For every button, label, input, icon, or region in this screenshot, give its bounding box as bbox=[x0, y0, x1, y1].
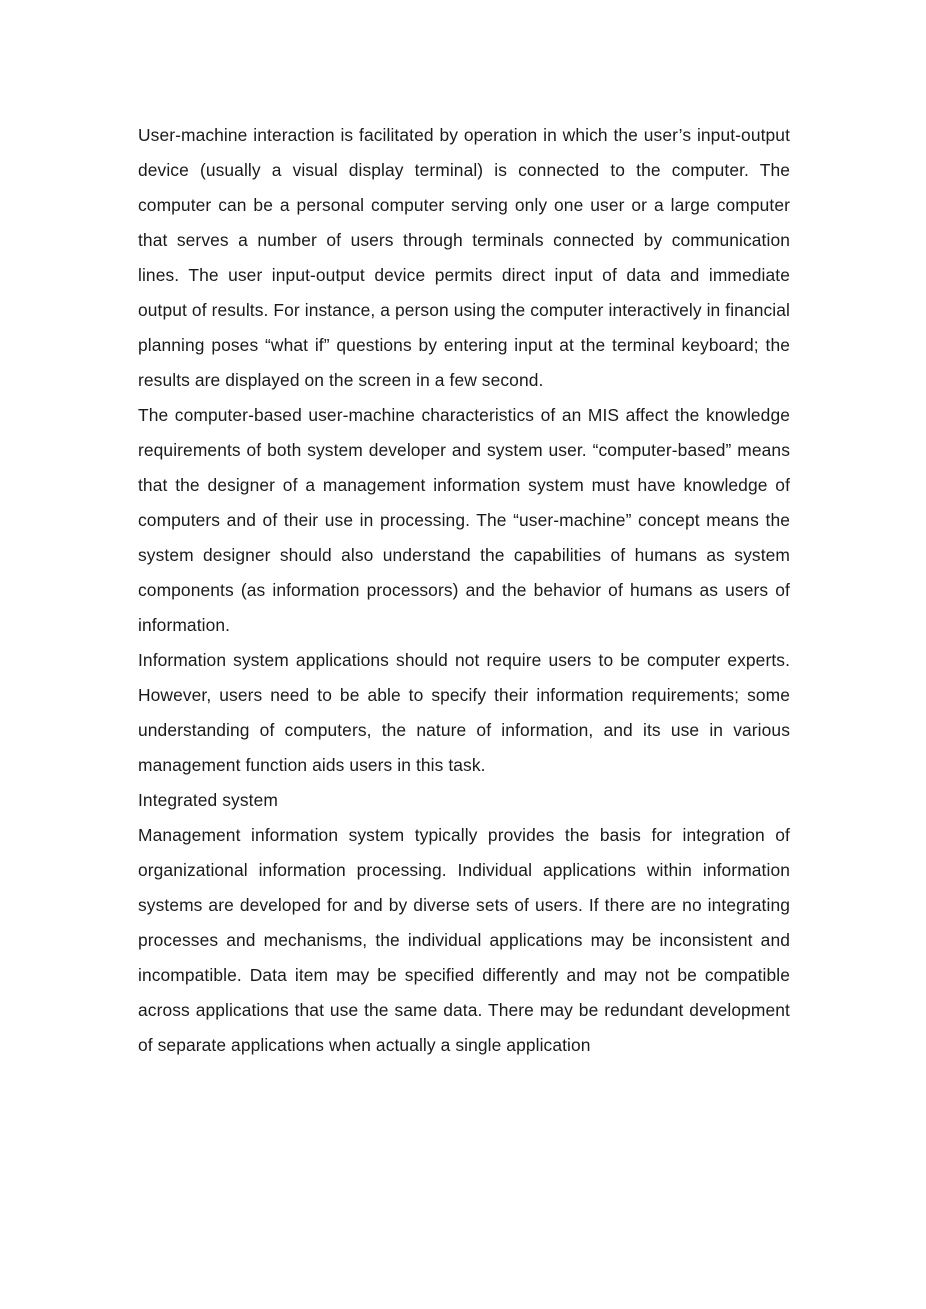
paragraph-user-machine-interaction: User-machine interaction is facilitated by operation in which the user’s input-output device (usually a visual display terminal) is connected to the computer. The computer can be a personal computer serving only one user or a large computer that serves a number of users through terminals connected by communication lines. The user input-output device permits direct input of data and immediate output of results. For instance, a person using the computer interactively in financial planning poses “what if” questions by entering input at the terminal keyboard; the results are displayed on the screen in a few second. bbox=[138, 125, 790, 390]
document-text-body bbox=[138, 118, 790, 1063]
paragraph-integration-basis: Management information system typically provides the basis for integration of organizational information processing. Individual applications within information systems are developed for and by diverse sets of users. If there are no integrating processes and mechanisms, the individual applications may be inconsistent and incompatible. Data item may be specified differently and may not be compatible across applications that use the same data. There may be redundant development of separate applications when actually a single application bbox=[138, 825, 790, 1055]
paragraph-computer-based-characteristics: The computer-based user-machine characteristics of an MIS affect the knowledge requirements of both system developer and system user. “computer-based” means that the designer of a management information system must have knowledge of computers and of their use in processing. The “user-machine” concept means the system designer should also understand the capabilities of humans as system components (as information processors) and the behavior of humans as users of information. bbox=[138, 405, 790, 635]
paragraph-information-system-applications: Information system applications should not require users to be computer experts. However, users need to be able to specify their information requirements; some understanding of computers, the nature of information, and its use in various management function aids users in this task. bbox=[138, 650, 790, 775]
heading-integrated-system: Integrated system bbox=[138, 790, 278, 810]
